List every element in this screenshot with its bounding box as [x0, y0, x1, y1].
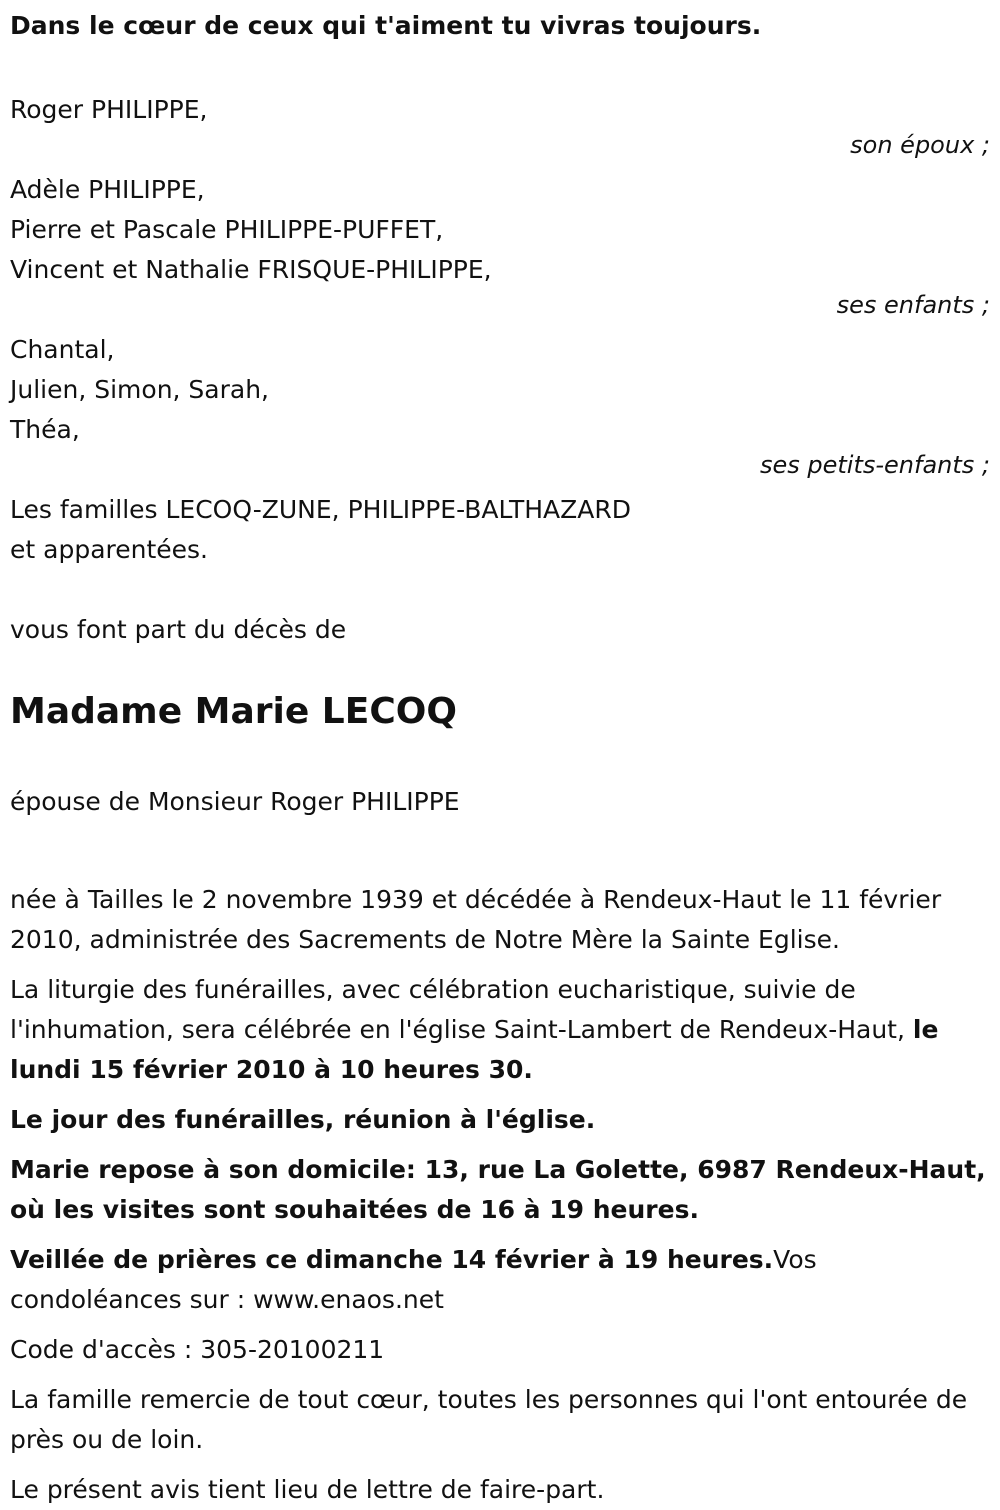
rest-paragraph: Marie repose à son domicile: 13, rue La Golette, 6987 Rendeux-Haut, où les visites sont souhaitées de 16 à 19 heures.: [10, 1155, 986, 1224]
access-code: Code d'accès : 305-20100211: [10, 1335, 385, 1364]
liturgy-date: le lundi 15 février 2010 à 10 heures 30.: [10, 1015, 939, 1084]
thanks-paragraph: La famille remercie de tout cœur, toutes les personnes qui l'ont entourée de près ou de loin.: [10, 1385, 968, 1454]
family-name-line: Pierre et Pascale PHILIPPE-PUFFET,: [10, 215, 444, 244]
family-name-line: Théa,: [10, 415, 80, 444]
spacer: [10, 570, 990, 610]
obituary-notice: [10, 6, 990, 1510]
group-spouse: [10, 90, 990, 158]
family-name-line: et apparentées.: [10, 535, 208, 564]
relationship-label: son époux ;: [850, 131, 990, 159]
birth-death-paragraph: née à Tailles le 2 novembre 1939 et décédée à Rendeux-Haut le 11 février 2010, administrée des Sacrements de Notre Mère la Sainte Eglise.: [10, 885, 942, 954]
family-name-line: Roger PHILIPPE,: [10, 95, 208, 124]
group-children: [10, 170, 990, 318]
family-name-line: Julien, Simon, Sarah,: [10, 375, 270, 404]
vigil-paragraph: [10, 1240, 990, 1320]
liturgy-text: La liturgie des funérailles, avec célébration eucharistique, suivie de l'inhumation, sera célébrée en l'église Saint-Lambert de Rendeux-Haut,: [10, 975, 913, 1044]
deceased-spouse: épouse de Monsieur Roger PHILIPPE: [10, 787, 460, 816]
epitaph-quote: Dans le cœur de ceux qui t'aiment tu vivras toujours.: [10, 11, 762, 40]
group-grandchildren: [10, 330, 990, 478]
spacer: [10, 46, 990, 90]
family-name-line: Vincent et Nathalie FRISQUE-PHILIPPE,: [10, 255, 492, 284]
announcement-text: vous font part du décès de: [10, 615, 347, 644]
liturgy-paragraph: [10, 970, 990, 1090]
vigil-text: Veillée de prières ce dimanche 14 février à 19 heures.: [10, 1245, 774, 1274]
group-families: [10, 490, 990, 570]
family-name-line: Chantal,: [10, 335, 115, 364]
condolences-text: Vos condoléances sur : www.enaos.net: [10, 1245, 817, 1314]
relationship-label: ses enfants ;: [836, 291, 990, 319]
meeting-paragraph: Le jour des funérailles, réunion à l'église.: [10, 1105, 596, 1134]
family-name-line: Les familles LECOQ-ZUNE, PHILIPPE-BALTHAZARD: [10, 495, 631, 524]
deceased-name: Madame Marie LECOQ: [10, 691, 457, 732]
notice-paragraph: Le présent avis tient lieu de lettre de faire-part.: [10, 1475, 605, 1504]
relationship-label: ses petits-enfants ;: [759, 451, 990, 479]
family-name-line: Adèle PHILIPPE,: [10, 175, 205, 204]
